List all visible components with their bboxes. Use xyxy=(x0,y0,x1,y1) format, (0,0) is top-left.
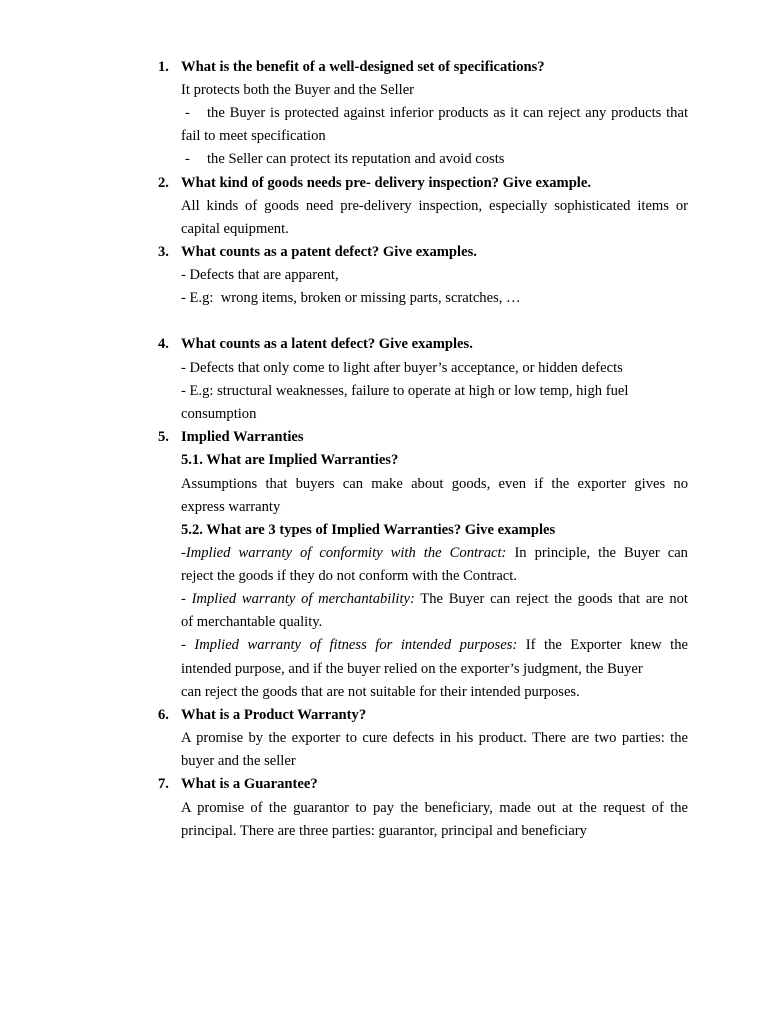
question-heading: What counts as a latent defect? Give examples. xyxy=(181,336,473,352)
bullet-marker: - xyxy=(185,105,190,121)
warranty-type-line xyxy=(181,637,688,654)
bullet-text: the Seller can protect its reputation and avoid costs xyxy=(207,151,505,167)
bullet-marker: - xyxy=(185,151,190,167)
item-number: 2. xyxy=(158,175,169,191)
answer-text: - Defects that are apparent, xyxy=(181,267,339,283)
warranty-type-text: In principle, the Buyer can xyxy=(506,545,688,561)
warranty-type-line xyxy=(181,591,688,608)
sub-question-heading: 5.2. What are 3 types of Implied Warranties? Give examples xyxy=(181,522,556,538)
answer-text: It protects both the Buyer and the Seller xyxy=(181,82,415,98)
item-number: 5. xyxy=(158,429,169,445)
warranty-type-label: - Implied warranty of fitness for intended purposes: xyxy=(181,637,518,653)
answer-text: express warranty xyxy=(181,499,281,515)
question-heading: What kind of goods needs pre- delivery inspection? Give example. xyxy=(181,175,591,191)
warranty-type-label: -Implied warranty of conformity with the Contract: xyxy=(181,545,507,561)
question-heading: What is the benefit of a well-designed set of specifications? xyxy=(181,59,545,75)
answer-text: Assumptions that buyers can make about goods, even if the exporter gives no xyxy=(181,476,688,492)
answer-text: buyer and the seller xyxy=(181,753,296,769)
bullet-text-continued: fail to meet specification xyxy=(181,128,326,144)
answer-text: All kinds of goods need pre-delivery inspection, especially sophisticated items or xyxy=(181,198,688,214)
item-number: 4. xyxy=(158,336,169,352)
question-heading: What is a Product Warranty? xyxy=(181,707,367,723)
item-number: 3. xyxy=(158,244,169,260)
question-heading: What counts as a patent defect? Give examples. xyxy=(181,244,477,260)
answer-text: - E.g: structural weaknesses, failure to operate at high or low temp, high fuel xyxy=(181,383,629,399)
answer-text: A promise by the exporter to cure defects in his product. There are two parties: the xyxy=(181,730,688,746)
question-heading: What is a Guarantee? xyxy=(181,776,318,792)
sub-question-heading: 5.1. What are Implied Warranties? xyxy=(181,452,399,468)
answer-text: A promise of the guarantor to pay the beneficiary, made out at the request of the xyxy=(181,800,688,816)
answer-text: consumption xyxy=(181,406,257,422)
answer-text: can reject the goods that are not suitable for their intended purposes. xyxy=(181,684,580,700)
answer-text: reject the goods if they do not conform with the Contract. xyxy=(181,568,517,584)
answer-text: intended purpose, and if the buyer relied on the exporter’s judgment, the Buyer xyxy=(181,661,643,677)
warranty-type-text: If the Exporter knew the xyxy=(517,637,688,653)
bullet-text: the Buyer is protected against inferior products as it can reject any products that xyxy=(207,105,688,121)
item-number: 7. xyxy=(158,776,169,792)
item-number: 1. xyxy=(158,59,169,75)
answer-text: of merchantable quality. xyxy=(181,614,323,630)
answer-text: capital equipment. xyxy=(181,221,289,237)
warranty-type-text: The Buyer can reject the goods that are not xyxy=(414,591,688,607)
warranty-type-line xyxy=(181,545,688,562)
answer-text: - Defects that only come to light after buyer’s acceptance, or hidden defects xyxy=(181,360,623,376)
warranty-type-label: - Implied warranty of merchantability: xyxy=(181,591,415,607)
item-number: 6. xyxy=(158,707,169,723)
answer-text: - E.g: wrong items, broken or missing parts, scratches, … xyxy=(181,290,521,306)
answer-text: principal. There are three parties: guarantor, principal and beneficiary xyxy=(181,823,587,839)
question-heading: Implied Warranties xyxy=(181,429,304,445)
